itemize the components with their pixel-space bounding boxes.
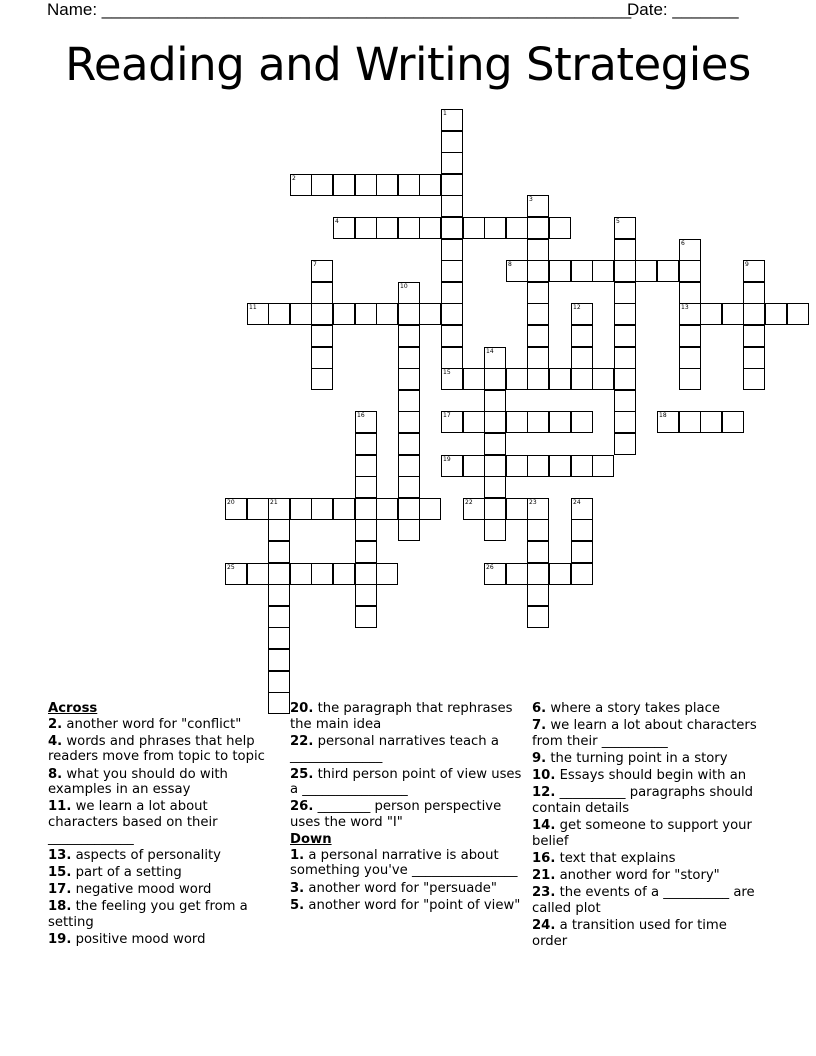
crossword-cell[interactable] bbox=[355, 541, 377, 563]
clue-text: Essays should begin with an bbox=[559, 768, 747, 784]
clue-number: 14 bbox=[486, 348, 494, 355]
crossword-cell[interactable] bbox=[484, 563, 506, 585]
crossword-cell[interactable] bbox=[441, 282, 463, 304]
crossword-cell[interactable] bbox=[549, 260, 571, 282]
crossword-cell[interactable] bbox=[441, 217, 463, 239]
crossword-cell[interactable] bbox=[398, 347, 420, 369]
clue-number: 17 bbox=[443, 412, 451, 419]
clue-number: 20 bbox=[227, 499, 235, 506]
clue-number: 26 bbox=[486, 564, 494, 571]
crossword-cell[interactable] bbox=[311, 325, 333, 347]
crossword-cell[interactable] bbox=[355, 563, 377, 585]
crossword-cell[interactable] bbox=[441, 239, 463, 261]
crossword-cell[interactable] bbox=[355, 606, 377, 628]
clue-text: we learn a lot about characters from their __________ bbox=[532, 718, 757, 749]
crossword-cell[interactable] bbox=[333, 303, 355, 325]
crossword-cell[interactable] bbox=[765, 303, 787, 325]
clue-number: 3. bbox=[290, 880, 305, 896]
crossword-cell[interactable] bbox=[527, 455, 549, 477]
down-clue bbox=[290, 898, 522, 914]
clue-text: positive mood word bbox=[75, 932, 206, 948]
crossword-cell[interactable] bbox=[463, 217, 485, 239]
crossword-cell[interactable] bbox=[679, 325, 701, 347]
crossword-cell[interactable] bbox=[679, 282, 701, 304]
clue-number: 4. bbox=[48, 733, 63, 749]
clue-number: 6. bbox=[532, 701, 547, 716]
clue-number: 21 bbox=[270, 499, 278, 506]
clue-number: 22 bbox=[465, 499, 473, 506]
down-clue bbox=[532, 851, 764, 867]
clue-number: 8 bbox=[508, 261, 512, 268]
crossword-cell[interactable] bbox=[247, 303, 269, 325]
clue-text: aspects of personality bbox=[75, 847, 221, 863]
crossword-cell[interactable] bbox=[333, 217, 355, 239]
crossword-cell[interactable] bbox=[398, 325, 420, 347]
crossword-cell[interactable] bbox=[463, 368, 485, 390]
crossword-cell[interactable] bbox=[506, 411, 528, 433]
crossword-cell[interactable] bbox=[290, 498, 312, 520]
clue-number: 2 bbox=[292, 175, 296, 182]
page-title: Reading and Writing Strategies bbox=[65, 38, 751, 91]
crossword-cell[interactable] bbox=[355, 455, 377, 477]
crossword-cell[interactable] bbox=[398, 174, 420, 196]
crossword-cell[interactable] bbox=[484, 390, 506, 412]
crossword-cell[interactable] bbox=[268, 671, 290, 693]
crossword-cell[interactable] bbox=[527, 519, 549, 541]
clue-number: 20. bbox=[290, 701, 314, 716]
clue-text: the turning point in a story bbox=[550, 750, 728, 766]
crossword-cell[interactable] bbox=[247, 498, 269, 520]
clue-number: 12 bbox=[573, 304, 581, 311]
crossword-cell[interactable] bbox=[614, 347, 636, 369]
crossword-cell[interactable] bbox=[571, 260, 593, 282]
clue-column-2 bbox=[290, 701, 522, 915]
crossword-cell[interactable] bbox=[376, 498, 398, 520]
crossword-cell[interactable] bbox=[657, 411, 679, 433]
crossword-cell[interactable] bbox=[484, 433, 506, 455]
date-field-label: Date: _______ bbox=[627, 0, 739, 19]
crossword-cell[interactable] bbox=[549, 455, 571, 477]
crossword-cell[interactable] bbox=[592, 260, 614, 282]
clue-number: 23. bbox=[532, 885, 556, 901]
crossword-cell[interactable] bbox=[743, 368, 765, 390]
clue-number: 16. bbox=[532, 850, 556, 866]
crossword-cell[interactable] bbox=[311, 260, 333, 282]
name-field-label: Name: ________________________________________________________ bbox=[47, 0, 632, 19]
clue-number: 8. bbox=[48, 766, 63, 782]
crossword-cell[interactable] bbox=[311, 498, 333, 520]
crossword-cell[interactable] bbox=[398, 433, 420, 455]
clue-column-1 bbox=[48, 701, 280, 949]
crossword-cell[interactable] bbox=[484, 368, 506, 390]
down-clue bbox=[532, 785, 764, 816]
crossword-cell[interactable] bbox=[506, 455, 528, 477]
clue-number: 22. bbox=[290, 733, 314, 749]
crossword-cell[interactable] bbox=[398, 368, 420, 390]
crossword-cell[interactable] bbox=[268, 606, 290, 628]
crossword-cell[interactable] bbox=[527, 411, 549, 433]
clue-text: another word for "point of view" bbox=[308, 897, 521, 913]
crossword-cell[interactable] bbox=[787, 303, 809, 325]
clue-number: 9. bbox=[532, 750, 547, 766]
clue-number: 19. bbox=[48, 932, 72, 948]
crossword-cell[interactable] bbox=[527, 260, 549, 282]
crossword-cell[interactable] bbox=[527, 606, 549, 628]
crossword-cell[interactable] bbox=[268, 627, 290, 649]
crossword-cell[interactable] bbox=[398, 476, 420, 498]
crossword-cell[interactable] bbox=[268, 584, 290, 606]
across-clue bbox=[48, 882, 280, 898]
crossword-cell[interactable] bbox=[657, 260, 679, 282]
clue-number: 24. bbox=[532, 918, 556, 934]
clue-number: 1. bbox=[290, 847, 305, 863]
clue-text: we learn a lot about characters based on their _____________ bbox=[48, 799, 218, 846]
across-clue bbox=[290, 734, 522, 765]
clue-number: 19 bbox=[443, 456, 451, 463]
crossword-cell[interactable] bbox=[614, 325, 636, 347]
crossword-cell[interactable] bbox=[484, 476, 506, 498]
crossword-cell[interactable] bbox=[743, 325, 765, 347]
crossword-cell[interactable] bbox=[571, 411, 593, 433]
crossword-cell[interactable] bbox=[268, 303, 290, 325]
clue-number: 14. bbox=[532, 818, 556, 834]
clue-text: negative mood word bbox=[75, 882, 212, 898]
down-clue bbox=[532, 768, 764, 784]
clue-text: third person point of view uses a ________________ bbox=[290, 766, 522, 798]
crossword-cell[interactable] bbox=[355, 174, 377, 196]
down-clue bbox=[532, 868, 764, 884]
crossword-cell[interactable] bbox=[614, 433, 636, 455]
clue-number: 17. bbox=[48, 882, 72, 898]
crossword-cell[interactable] bbox=[743, 282, 765, 304]
clue-number: 1 bbox=[443, 110, 447, 117]
crossword-cell[interactable] bbox=[441, 174, 463, 196]
crossword-cell[interactable] bbox=[268, 541, 290, 563]
crossword-cell[interactable] bbox=[527, 498, 549, 520]
crossword-cell[interactable] bbox=[571, 325, 593, 347]
crossword-cell[interactable] bbox=[441, 260, 463, 282]
crossword-cell[interactable] bbox=[419, 303, 441, 325]
across-clue bbox=[48, 865, 280, 881]
crossword-cell[interactable] bbox=[311, 174, 333, 196]
crossword-cell[interactable] bbox=[527, 347, 549, 369]
crossword-cell[interactable] bbox=[441, 411, 463, 433]
across-clue bbox=[48, 717, 280, 733]
across-clue bbox=[290, 767, 522, 798]
crossword-cell[interactable] bbox=[441, 131, 463, 153]
clue-text: another word for "story" bbox=[559, 868, 720, 884]
crossword-cell[interactable] bbox=[571, 519, 593, 541]
crossword-cell[interactable] bbox=[484, 498, 506, 520]
crossword-cell[interactable] bbox=[679, 239, 701, 261]
across-clue bbox=[48, 899, 280, 930]
clue-number: 7. bbox=[532, 718, 547, 734]
clue-text: text that explains bbox=[559, 850, 676, 866]
crossword-cell[interactable] bbox=[743, 347, 765, 369]
crossword-cell[interactable] bbox=[463, 498, 485, 520]
down-clue bbox=[532, 701, 764, 717]
down-clue bbox=[290, 881, 522, 897]
crossword-cell[interactable] bbox=[614, 260, 636, 282]
clue-number: 18 bbox=[659, 412, 667, 419]
crossword-cell[interactable] bbox=[333, 563, 355, 585]
crossword-cell[interactable] bbox=[398, 411, 420, 433]
clue-number: 13. bbox=[48, 847, 72, 863]
crossword-cell[interactable] bbox=[571, 541, 593, 563]
crossword-cell[interactable] bbox=[268, 519, 290, 541]
crossword-cell[interactable] bbox=[527, 584, 549, 606]
crossword-cell[interactable] bbox=[311, 563, 333, 585]
crossword-cell[interactable] bbox=[225, 498, 247, 520]
crossword-cell[interactable] bbox=[506, 563, 528, 585]
crossword-cell[interactable] bbox=[722, 303, 744, 325]
crossword-cell[interactable] bbox=[527, 368, 549, 390]
clue-text: get someone to support your belief bbox=[532, 818, 752, 849]
crossword-cell[interactable] bbox=[398, 217, 420, 239]
crossword-cell[interactable] bbox=[571, 303, 593, 325]
crossword-cell[interactable] bbox=[614, 239, 636, 261]
crossword-cell[interactable] bbox=[484, 519, 506, 541]
crossword-cell[interactable] bbox=[225, 563, 247, 585]
clue-number: 18. bbox=[48, 899, 72, 915]
crossword-cell[interactable] bbox=[419, 498, 441, 520]
clue-column-3 bbox=[532, 701, 764, 951]
crossword-cell[interactable] bbox=[679, 347, 701, 369]
crossword-cell[interactable] bbox=[679, 411, 701, 433]
crossword-cell[interactable] bbox=[376, 217, 398, 239]
crossword-cell[interactable] bbox=[614, 368, 636, 390]
across-clue bbox=[48, 734, 280, 765]
crossword-cell[interactable] bbox=[700, 303, 722, 325]
crossword-cell[interactable] bbox=[376, 303, 398, 325]
crossword-cell[interactable] bbox=[398, 282, 420, 304]
across-clue bbox=[48, 799, 280, 846]
crossword-cell[interactable] bbox=[376, 174, 398, 196]
crossword-cell[interactable] bbox=[527, 303, 549, 325]
crossword-cell[interactable] bbox=[355, 584, 377, 606]
across-clue bbox=[48, 848, 280, 864]
crossword-cell[interactable] bbox=[592, 455, 614, 477]
clue-number: 15. bbox=[48, 864, 72, 880]
crossword-cell[interactable] bbox=[722, 411, 744, 433]
crossword-cell[interactable] bbox=[441, 455, 463, 477]
crossword-cell[interactable] bbox=[679, 303, 701, 325]
down-clue bbox=[290, 848, 522, 879]
crossword-cell[interactable] bbox=[700, 411, 722, 433]
clue-number: 13 bbox=[681, 304, 689, 311]
crossword-cell[interactable] bbox=[527, 541, 549, 563]
down-clue bbox=[532, 818, 764, 849]
clue-text: __________ paragraphs should contain details bbox=[532, 785, 754, 816]
clue-number: 6 bbox=[681, 240, 685, 247]
crossword-cell[interactable] bbox=[441, 109, 463, 131]
crossword-cell[interactable] bbox=[506, 217, 528, 239]
crossword-cell[interactable] bbox=[614, 217, 636, 239]
crossword-cell[interactable] bbox=[549, 411, 571, 433]
down-clue bbox=[532, 718, 764, 749]
down-clue bbox=[532, 751, 764, 767]
clue-number: 10 bbox=[400, 283, 408, 290]
crossword-cell[interactable] bbox=[679, 368, 701, 390]
crossword-cell[interactable] bbox=[398, 498, 420, 520]
clue-text: a transition used for time order bbox=[532, 918, 727, 949]
crossword-cell[interactable] bbox=[614, 390, 636, 412]
crossword-cell[interactable] bbox=[527, 195, 549, 217]
clue-number: 9 bbox=[745, 261, 749, 268]
crossword-cell[interactable] bbox=[355, 303, 377, 325]
crossword-cell[interactable] bbox=[311, 368, 333, 390]
across-clue bbox=[290, 701, 522, 732]
crossword-cell[interactable] bbox=[355, 498, 377, 520]
clue-text: the paragraph that rephrases the main idea bbox=[290, 701, 513, 732]
crossword-cell[interactable] bbox=[290, 563, 312, 585]
crossword-cell[interactable] bbox=[463, 411, 485, 433]
clue-number: 16 bbox=[357, 412, 365, 419]
crossword-cell[interactable] bbox=[311, 347, 333, 369]
crossword-cell[interactable] bbox=[268, 563, 290, 585]
clue-number: 2. bbox=[48, 716, 63, 732]
crossword-cell[interactable] bbox=[506, 498, 528, 520]
crossword-cell[interactable] bbox=[549, 368, 571, 390]
clue-text: part of a setting bbox=[75, 864, 182, 880]
crossword-cell[interactable] bbox=[398, 455, 420, 477]
crossword-cell[interactable] bbox=[527, 563, 549, 585]
crossword-cell[interactable] bbox=[484, 347, 506, 369]
crossword-cell[interactable] bbox=[398, 303, 420, 325]
crossword-cell[interactable] bbox=[355, 519, 377, 541]
clue-text: ________ person perspective uses the word "I" bbox=[290, 799, 502, 830]
clue-number: 26. bbox=[290, 799, 314, 815]
crossword-cell[interactable] bbox=[333, 174, 355, 196]
crossword-cell[interactable] bbox=[571, 498, 593, 520]
clue-text: words and phrases that help readers move from topic to topic bbox=[48, 733, 265, 765]
clue-number: 11. bbox=[48, 799, 72, 815]
crossword-cell[interactable] bbox=[311, 282, 333, 304]
crossword-cell[interactable] bbox=[398, 519, 420, 541]
crossword-cell[interactable] bbox=[527, 325, 549, 347]
crossword-cell[interactable] bbox=[506, 260, 528, 282]
clue-number: 25 bbox=[227, 564, 235, 571]
crossword-cell[interactable] bbox=[419, 174, 441, 196]
clue-text: the feeling you get from a setting bbox=[48, 899, 248, 930]
down-clue bbox=[532, 885, 764, 916]
crossword-cell[interactable] bbox=[441, 368, 463, 390]
crossword-cell[interactable] bbox=[571, 455, 593, 477]
crossword-cell[interactable] bbox=[441, 195, 463, 217]
across-heading: Across bbox=[48, 701, 98, 716]
crossword-cell[interactable] bbox=[311, 303, 333, 325]
clue-number: 5. bbox=[290, 897, 305, 913]
clue-number: 11 bbox=[249, 304, 257, 311]
crossword-cell[interactable] bbox=[419, 217, 441, 239]
clue-text: another word for "conflict" bbox=[66, 716, 242, 732]
clue-number: 12. bbox=[532, 785, 556, 801]
crossword-cell[interactable] bbox=[571, 563, 593, 585]
crossword-cell[interactable] bbox=[333, 498, 355, 520]
clue-number: 4 bbox=[335, 218, 339, 225]
crossword-cell[interactable] bbox=[614, 282, 636, 304]
crossword-cell[interactable] bbox=[549, 217, 571, 239]
crossword-cell[interactable] bbox=[527, 282, 549, 304]
crossword-cell[interactable] bbox=[398, 390, 420, 412]
clue-number: 10. bbox=[532, 768, 556, 784]
crossword-cell[interactable] bbox=[506, 368, 528, 390]
crossword-cell[interactable] bbox=[376, 563, 398, 585]
crossword-cell[interactable] bbox=[441, 152, 463, 174]
across-clue bbox=[48, 932, 280, 948]
clue-text: a personal narrative is about something you've ________________ bbox=[290, 847, 518, 879]
clue-text: the events of a __________ are called plot bbox=[532, 885, 755, 916]
clue-number: 25. bbox=[290, 766, 314, 782]
crossword-cell[interactable] bbox=[549, 563, 571, 585]
crossword-cell[interactable] bbox=[527, 239, 549, 261]
clue-text: what you should do with examples in an essay bbox=[48, 766, 228, 798]
crossword-cell[interactable] bbox=[290, 174, 312, 196]
clue-text: personal narratives teach a ______________ bbox=[290, 733, 499, 765]
crossword-cell[interactable] bbox=[614, 303, 636, 325]
crossword-cell[interactable] bbox=[484, 411, 506, 433]
crossword-cell[interactable] bbox=[571, 347, 593, 369]
crossword-cell[interactable] bbox=[614, 411, 636, 433]
down-heading: Down bbox=[290, 832, 332, 848]
clue-number: 7 bbox=[313, 261, 317, 268]
crossword-cell[interactable] bbox=[355, 411, 377, 433]
clue-number: 15 bbox=[443, 369, 451, 376]
crossword-cell[interactable] bbox=[268, 498, 290, 520]
crossword-cell[interactable] bbox=[268, 649, 290, 671]
crossword-cell[interactable] bbox=[743, 260, 765, 282]
crossword-cell[interactable] bbox=[441, 303, 463, 325]
crossword-cell[interactable] bbox=[527, 217, 549, 239]
clue-number: 24 bbox=[573, 499, 581, 506]
across-clue bbox=[48, 767, 280, 798]
clue-number: 3 bbox=[529, 196, 533, 203]
crossword-cell[interactable] bbox=[484, 455, 506, 477]
crossword-cell[interactable] bbox=[355, 433, 377, 455]
crossword-cell[interactable] bbox=[484, 217, 506, 239]
crossword-cell[interactable] bbox=[463, 455, 485, 477]
crossword-cell[interactable] bbox=[355, 476, 377, 498]
crossword-cell[interactable] bbox=[592, 368, 614, 390]
crossword-cell[interactable] bbox=[355, 217, 377, 239]
crossword-cell[interactable] bbox=[290, 303, 312, 325]
across-clue bbox=[290, 799, 522, 830]
clue-number: 23 bbox=[529, 499, 537, 506]
crossword-cell[interactable] bbox=[571, 368, 593, 390]
clue-number: 21. bbox=[532, 868, 556, 884]
crossword-cell[interactable] bbox=[679, 260, 701, 282]
crossword-cell[interactable] bbox=[635, 260, 657, 282]
clue-text: another word for "persuade" bbox=[308, 880, 497, 896]
crossword-cell[interactable] bbox=[441, 347, 463, 369]
crossword-cell[interactable] bbox=[247, 563, 269, 585]
crossword-cell[interactable] bbox=[743, 303, 765, 325]
crossword-cell[interactable] bbox=[441, 325, 463, 347]
down-clue bbox=[532, 918, 764, 949]
clue-number: 5 bbox=[616, 218, 620, 225]
clue-text: where a story takes place bbox=[550, 701, 720, 716]
